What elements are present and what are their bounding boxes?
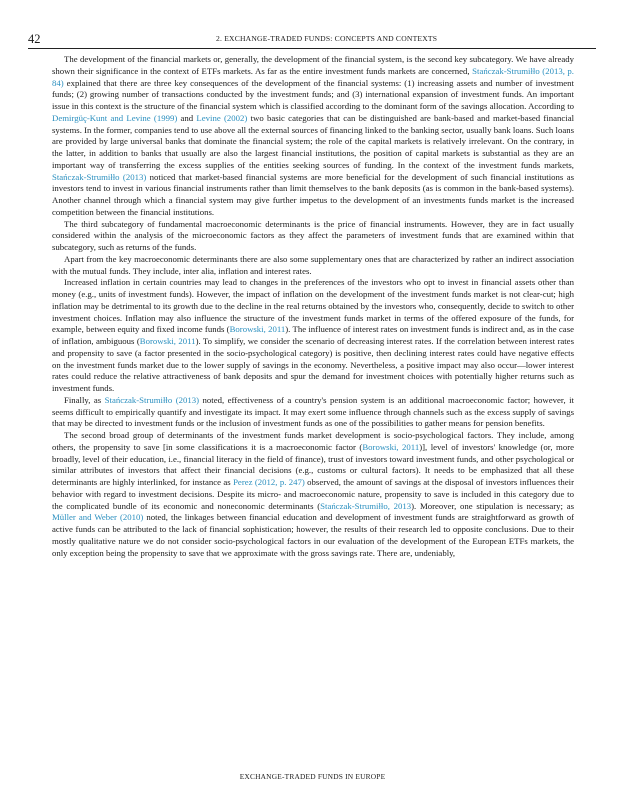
text-span: The development of the financial markets or, generally, the development of the financial system, is the second key subcategory. We have already shown their significance in the context of ETFs markets. As far as the entire investment funds markets are concerned, — [52, 54, 574, 76]
citation-link[interactable]: Stańczak-Strumiłło (2013) — [52, 171, 147, 182]
header-rule — [28, 48, 596, 49]
citation-link[interactable]: Levine (2002) — [196, 112, 248, 123]
text-span: Finally, as — [64, 394, 105, 405]
running-head: 2. EXCHANGE-TRADED FUNDS: CONCEPTS AND CONTEXTS — [216, 34, 438, 43]
paragraph-2: The third subcategory of fundamental macroeconomic determinants is the price of financial instruments. However, they are in fact usually considered within the analysis of the microeconomic factors as they affect the parameters of investment funds that are examined within that subcategory, such as returns of the funds. — [52, 218, 574, 252]
citation-link[interactable]: Stańczak-Strumiłło (2013) — [104, 394, 200, 405]
citation-link[interactable]: Müller and Weber (2010) — [52, 512, 144, 523]
paragraph-5 — [52, 395, 574, 430]
text-span: explained that there are three key consequences of the development of the financial systems: (1) increasing assets and number of investment funds; (2) growing number of transactions conducted by the investment funds; and (3) international expansion of investment funds. An important issue in this context is the structure of the financial system which is classified according to the dominant form of the savings allocation. According to — [52, 77, 574, 111]
paragraph-6 — [52, 430, 574, 559]
paragraph-1 — [52, 54, 574, 219]
text-span: noted, effectiveness of a country's pension system is an additional macroeconomic factor; however, it seems difficult to empirically quantify and investigate its impact. It may exert some influence through channels such as the excess supply of savings that may be directed to investment funds or the inclusion of investment funds as one of the possibilities to gather means for pension benefits. — [52, 394, 574, 429]
citation-link[interactable]: Stańczak-Strumiłło, 2013 — [320, 500, 412, 511]
page-number: 42 — [28, 32, 41, 46]
text-span: two basic categories that can be distinguished are bank-based and market-based financial systems. In the former, companies tend to use above all the external sources of financing linked to the banking sector, usually bank loans. Such loans are provided by large universal banks that dominate the financial system; the role of the capital markets is relatively irrelevant. On the contrary, in the latter, in addition to banks that usually are also the largest financial institutions, the position of capital markets is substantial as they are an important way of transferring the excess supplies of the entities seeking sources of funding. In the context of the investment funds markets, — [52, 112, 575, 170]
citation-link[interactable]: Demirgüç-Kunt and Levine (1999) — [52, 112, 178, 123]
text-span: ). Moreover, one stipulation is necessary; as — [411, 500, 574, 511]
paragraph-4 — [52, 277, 574, 395]
text-span: and — [177, 112, 197, 123]
citation-link[interactable]: Borowski, 2011 — [139, 336, 196, 346]
text-span: noticed that market-based financial systems are more beneficial for the development of such financial institutions as investors tend to invest in various financial instruments rather than limit themselves to the bank deposits (as is common in the bank-based systems). Another channel through which a financial system may give further impetus to the development of an investments funds market is the increased competition between the financial institutions. — [52, 171, 574, 217]
citation-link[interactable]: Stańczak-Strumiłło (2013, p. 84) — [52, 65, 574, 88]
citation-link[interactable]: Borowski, 2011 — [362, 441, 420, 452]
text-span: observed, the amount of savings at the disposal of investors influences their behavior with regard to investment decisions. Despite its micro- and macroeconomic nature, propensity to save is included in this category due to the complicated bundle of its economic and noneconomic determinants ( — [52, 477, 574, 511]
text-span: The second broad group of determinants of the investment funds market development is socio-psychological factors. They include, among others, the propensity to save [in some classifications it is a macroeconomic factor ( — [52, 430, 574, 452]
text-span: )], level of investors' knowledge (or, more broadly, level of their education, i.e., financial literacy in the field of finance), trust of investors toward investment funds, and other psychological or similar attributes of investors that affect their financial decisions (e.g., customs or cultural factors). It needs to be emphasized that all these determinants are highly interlinked, for instance as — [52, 441, 574, 487]
text-span: Increased inflation in certain countries may lead to changes in the preferences of the investors who opt to invest in financial assets other than money (e.g., units of investment funds). However, the impact of inflation on the development of the investment funds market is not clear-cut; high inflation may be detrimental to its growth due to the decline in the real returns obtained by the investors who, consequently, decide to switch to other investment choices. Inflation may also influence the structure of the investment funds market in terms of the offered exposure of the funds, for example, between equity and fixed income funds ( — [52, 277, 574, 335]
citation-link[interactable]: Borowski, 2011 — [229, 324, 286, 335]
body-text — [52, 54, 574, 559]
citation-link[interactable]: Perez (2012, p. 247) — [233, 477, 305, 487]
text-span: ). To simplify, we consider the scenario of decreasing interest rates. If the correlation between interest rates and propensity to save (a factor presented in the socio-psychological category) is positive, then declining interest rates could have negative effects on the investment funds market due to the lower supply of savings in the economy. Nevertheless, a positive impact may also occur—lower interest rates could reduce the relative attractiveness of bank deposits and spur the demand for investment choices with potentially higher returns such as investment funds. — [52, 336, 574, 393]
text-span: noted, the linkages between financial education and development of investment funds are straightforward as growth of active funds can be attributed to the lack of financial sophistication; however, the results of their research led to opposite conclusions. Due to their mostly qualitative nature we do not consider socio-psychological factors in our evaluation of the development of the European ETFs markets, the only exception being the propensity to save that we approximate with the gross savings rate. There are, undeniably, — [52, 512, 574, 558]
page-header — [28, 32, 596, 48]
page-footer: EXCHANGE-TRADED FUNDS IN EUROPE — [239, 772, 386, 781]
paragraph-3: Apart from the key macroeconomic determinants there are also some supplementary ones that are characterized by rather an indirect association with the mutual funds. They include, inter alia, inflation and interest rates. — [52, 253, 574, 276]
text-span: ). The influence of interest rates on investment funds is indirect and, as in the case of inflation, ambiguous ( — [52, 324, 574, 346]
